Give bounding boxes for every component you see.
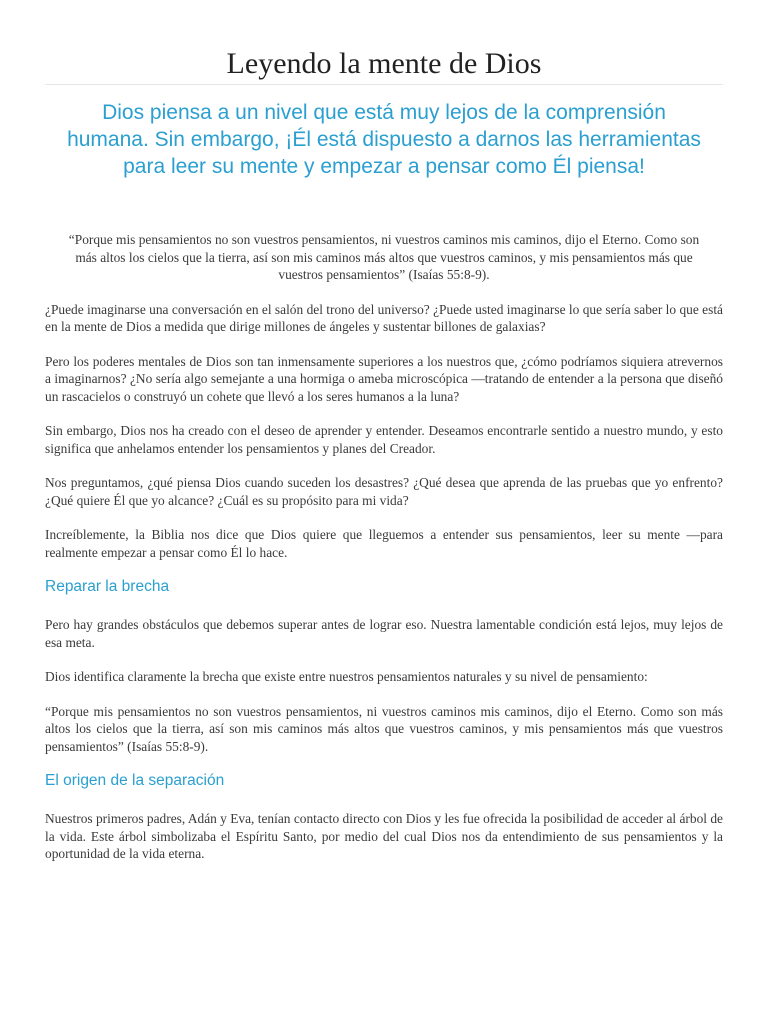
paragraph: Nos preguntamos, ¿qué piensa Dios cuando suceden los desastres? ¿Qué desea que aprenda de las pruebas que yo enfrento? ¿Qué quiere Él que yo alcance? ¿Cuál es su propósito para mi vida?: [45, 475, 723, 508]
section-heading-reparar: Reparar la brecha: [45, 578, 170, 595]
article-title: Leyendo la mente de Dios: [226, 47, 542, 80]
paragraph: ¿Puede imaginarse una conversación en el salón del trono del universo? ¿Puede usted imaginarse lo que sería saber lo que está en la mente de Dios a medida que dirige millones de ángeles y sustentar billones de galaxias?: [45, 301, 723, 334]
paragraph: Nuestros primeros padres, Adán y Eva, tenían contacto directo con Dios y les fue ofrecida la posibilidad de acceder al árbol de la vida. Este árbol simbolizaba el Espíritu Santo, por medio del cual Dios nos da entendimiento de sus pensamientos y la oportunidad de la vida eterna.: [45, 811, 723, 861]
article-body: [45, 284, 723, 863]
title-divider: [45, 84, 723, 85]
opening-quote: “Porque mis pensamientos no son vuestros pensamientos, ni vuestros caminos mis caminos, dijo el Eterno. Como son más altos los cielos que la tierra, así son mis caminos más altos que vuestros caminos, y mis pensamientos más que vuestros pensamientos” (Isaías 55:8-9).: [68, 232, 700, 282]
section-heading-origen: El origen de la separación: [45, 772, 225, 789]
paragraph: Pero hay grandes obstáculos que debemos superar antes de lograr eso. Nuestra lamentable condición está lejos, muy lejos de esa meta.: [45, 617, 723, 650]
paragraph: Pero los poderes mentales de Dios son tan inmensamente superiores a los nuestros que, ¿cómo podríamos siquiera atrevernos a imaginarnos? ¿No sería algo semejante a una hormiga o ameba microscópica —tratando de entender a la persona que diseñó un rascacielos o construyó un cohete que llevó a los seres humanos a la luna?: [45, 353, 723, 404]
paragraph: Sin embargo, Dios nos ha creado con el deseo de aprender y entender. Deseamos encontrarle sentido a nuestro mundo, y esto significa que anhelamos entender los pensamientos y planes del Creador.: [45, 423, 723, 456]
paragraph: Dios identifica claramente la brecha que existe entre nuestros pensamientos naturales y su nivel de pensamiento:: [45, 669, 648, 684]
article-lead: Dios piensa a un nivel que está muy lejos de la comprensión humana. Sin embargo, ¡Él está dispuesto a darnos las herramientas para leer su mente y empezar a pensar como Él piensa!: [67, 101, 701, 178]
paragraph: Increíblemente, la Biblia nos dice que Dios quiere que lleguemos a entender sus pensamientos, leer su mente —para realmente empezar a pensar como Él lo hace.: [45, 527, 723, 560]
block-quote: “Porque mis pensamientos no son vuestros pensamientos, ni vuestros caminos mis caminos, dijo el Eterno. Como son más altos los cielos que la tierra, así son mis caminos más altos que vuestros caminos, y mis pensamientos más que vuestros pensamientos” (Isaías 55:8-9).: [45, 703, 723, 754]
